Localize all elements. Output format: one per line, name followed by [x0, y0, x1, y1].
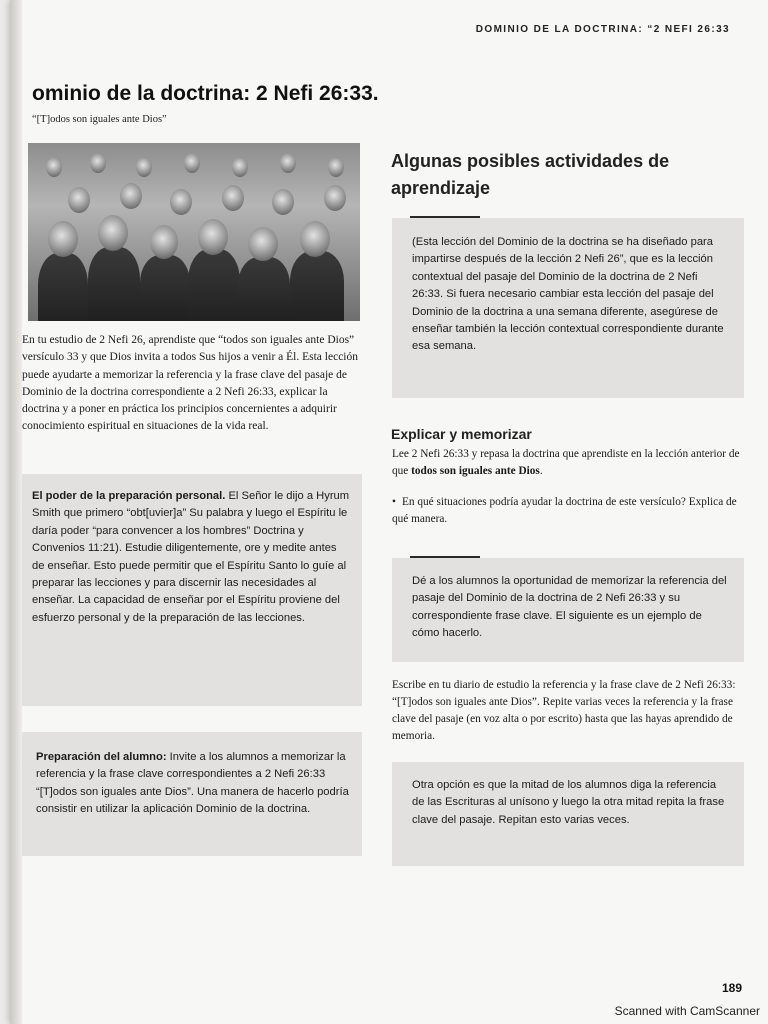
preparation-heading: El poder de la preparación personal. [32, 490, 226, 502]
intro-paragraph: En tu estudio de 2 Nefi 26, aprendiste que “todos son iguales ante Dios” versículo 33 y que Dios invita a todos Sus hijos a venir a Él. Esta lección puede ayudarte a memorizar la referencia y la frase clave del pasaje de Dominio de la doctrina correspondiente a 2 Nefi 26:33, explicar la doctrina y a poner en práctica los principios concernientes a adquirir conocimiento espiritual en situaciones de la vida real. [22, 334, 358, 433]
crowd-photo [28, 143, 360, 321]
option-text: Otra opción es que la mitad de los alumnos diga la referencia de las Escrituras al unísono y luego la otra mitad repita la frase clave del pasaje. Repitan esto varias veces. [412, 779, 725, 826]
preparation-callout [22, 474, 362, 706]
student-preparation-text [36, 749, 350, 819]
explain-memorize-heading: Explicar y memorizar [391, 426, 532, 442]
preparation-body: El Señor le dijo a Hyrum Smith que primero “obt[uvier]a” Su palabra y luego el Espíritu le daría poder “para convencer a los hombres” Doctrina y Convenios 11:21). Estudie diligentemente, ore y medite antes de enseñar. Esto puede permitir que el Espíritu Santo lo guíe al preparar las lecciones y para discernir las necesidades al enseñar. La capacidad de enseñar por el Espíritu proviene del esfuerzo personal y de la preparación de las lecciones. [32, 490, 350, 624]
scanner-watermark: Scanned with CamScanner [614, 1004, 760, 1018]
book-spine-shadow [10, 0, 22, 1024]
page-subtitle: “[T]odos son iguales ante Dios” [32, 114, 167, 125]
book-page [10, 0, 768, 1024]
student-preparation-heading: Preparación del alumno: [36, 751, 167, 763]
student-preparation-callout [22, 732, 362, 856]
explain-paragraph: Lee 2 Nefi 26:33 y repasa la doctrina que aprendiste en la lección anterior de que todos son iguales ante Dios. [392, 448, 740, 477]
memorize-text: Dé a los alumnos la oportunidad de memorizar la referencia del pasaje del Dominio de la doctrina de 2 Nefi 26:33 y su correspondiente frase clave. El siguiente es un ejemplo de cómo hacerlo. [412, 575, 727, 640]
lesson-note-text: (Esta lección del Dominio de la doctrina se ha diseñado para impartirse después de la lección 2 Nefi 26”, que es la lección contextual del pasaje del Dominio de la doctrina de 2 Nefi 26:33. Si fuera necesario cambiar esta lección del pasaje del Dominio de la doctrina a una semana diferente, asegúrese de enseñar también la lección contextual correspondiente durante esa semana. [412, 236, 724, 353]
question-bullet: • En qué situaciones podría ayudar la doctrina de este versículo? Explica de qué manera. [392, 496, 737, 525]
memorize-callout [392, 558, 744, 662]
preparation-text [32, 488, 350, 627]
option-callout [392, 762, 744, 866]
bullet-icon: • [392, 496, 396, 508]
student-preparation-body: Invite a los alumnos a memorizar la referencia y la frase clave correspondientes a 2 Nefi 26:33 “[T]odos son iguales ante Dios”. Una manera de hacerlo podría consistir en utilizar la aplicación Dominio de la doctrina. [36, 751, 349, 816]
journal-paragraph: Escribe en tu diario de estudio la referencia y la frase clave de 2 Nefi 26:33: “[T]odos son iguales ante Dios”. Repite varias veces la referencia y la frase clave del pasaje (en voz alta o por escrito) hasta que las hayas aprendido de memoria. [392, 679, 736, 742]
running-head: DOMINIO DE LA DOCTRINA: ‌“2 NEFI 26:33 [475, 24, 730, 35]
page-title: ominio de la doctrina: 2 Nefi 26:33. [32, 82, 379, 105]
page-number: 189 [722, 981, 743, 995]
lesson-note-callout [392, 218, 744, 398]
activities-title: Algunas posibles actividades de aprendizaje [391, 151, 670, 198]
